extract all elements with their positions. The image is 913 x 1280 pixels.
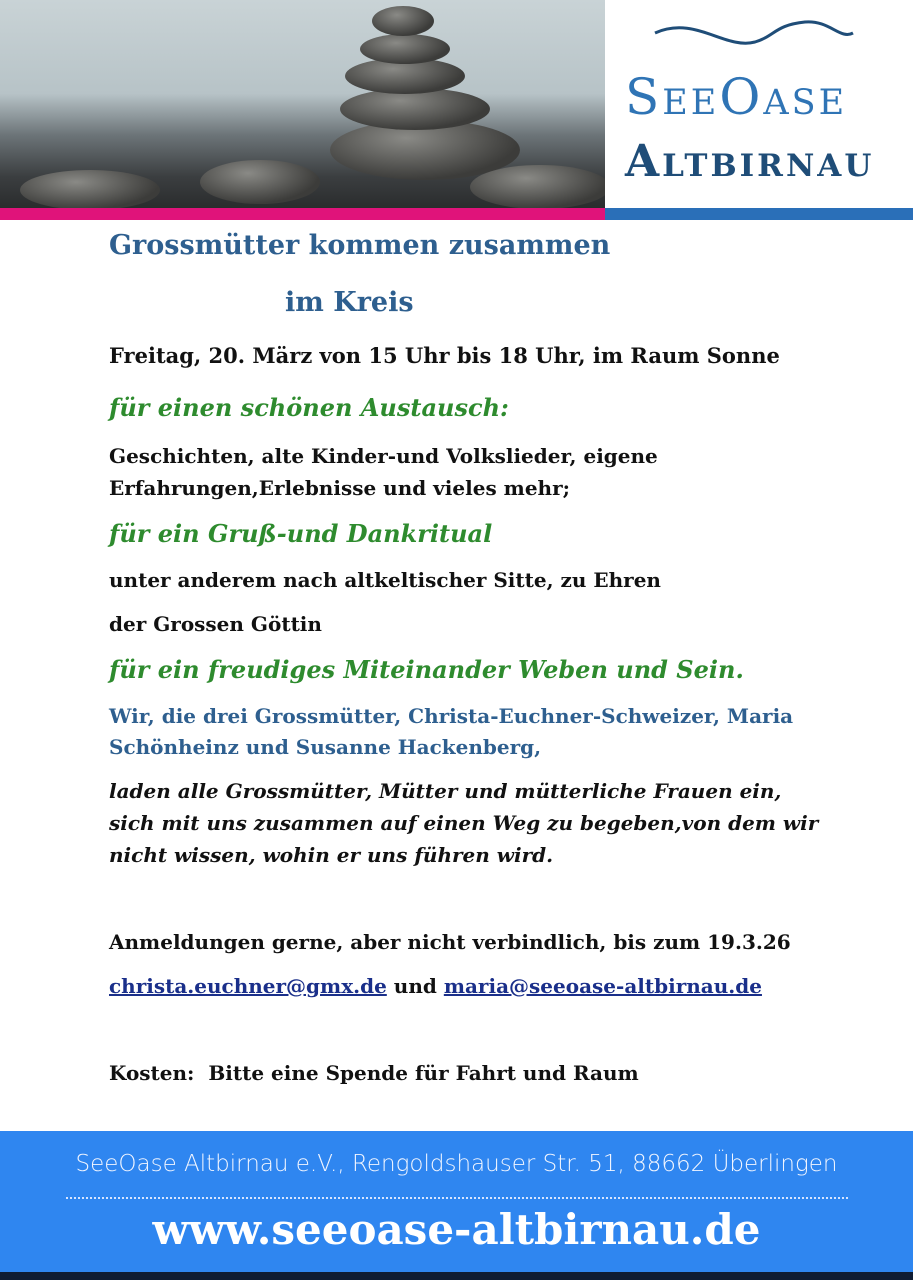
footer-address: SeeOase Altbirnau e.V., Rengoldshauser Str. 51, 88662 Überlingen [75,1151,838,1177]
email-link-christa[interactable]: christa.euchner@gmx.de [109,974,387,998]
invite-text: laden alle Grossmütter, Mütter und mütterliche Frauen ein, [109,779,782,803]
section2-text: der Grossen Göttin [109,612,322,636]
section3-heading: für ein freudiges Miteinander Weben und Sein. [109,655,744,684]
section2-text: unter anderem nach altkeltischer Sitte, zu Ehren [109,568,661,592]
page-title: Grossmütter kommen zusammen [109,230,611,261]
section1-text: Geschichten, alte Kinder-und Volkslieder, eigene [109,444,658,468]
dotted-divider [66,1197,848,1199]
pink-divider [0,208,605,220]
section1-text: Erfahrungen,Erlebnisse und vieles mehr; [109,476,571,500]
hosts-text: Schönheinz und Susanne Hackenberg, [109,735,542,759]
wave-icon [605,0,913,60]
footer [0,1131,913,1280]
section1-heading: für einen schönen Austausch: [109,393,509,422]
logo-line2: Altbirnau [625,136,875,187]
invite-text: nicht wissen, wohin er uns führen wird. [109,843,554,867]
email-link-maria[interactable]: maria@seeoase-altbirnau.de [443,974,762,998]
section2-heading: für ein Gruß-und Dankritual [109,519,493,548]
blue-divider [605,208,913,220]
stacked-stones-photo [0,0,605,208]
logo-line1: SeeOase [625,68,848,126]
seeoase-logo [605,0,913,208]
costs-text: Kosten: Bitte eine Spende für Fahrt und Raum [109,1061,639,1085]
date-line: Freitag, 20. März von 15 Uhr bis 18 Uhr, im Raum Sonne [109,343,780,368]
registration-text: Anmeldungen gerne, aber nicht verbindlich, bis zum 19.3.26 [109,930,791,954]
invite-text: sich mit uns zusammen auf einen Weg zu begeben,von dem wir [109,811,819,835]
email-conjunction: und [386,974,444,998]
hosts-text: Wir, die drei Grossmütter, Christa-Euchner-Schweizer, Maria [109,704,794,728]
footer-website-link[interactable]: www.seeoase-altbirnau.de [152,1205,761,1254]
email-line [109,974,762,998]
page-subtitle: im Kreis [285,287,414,318]
